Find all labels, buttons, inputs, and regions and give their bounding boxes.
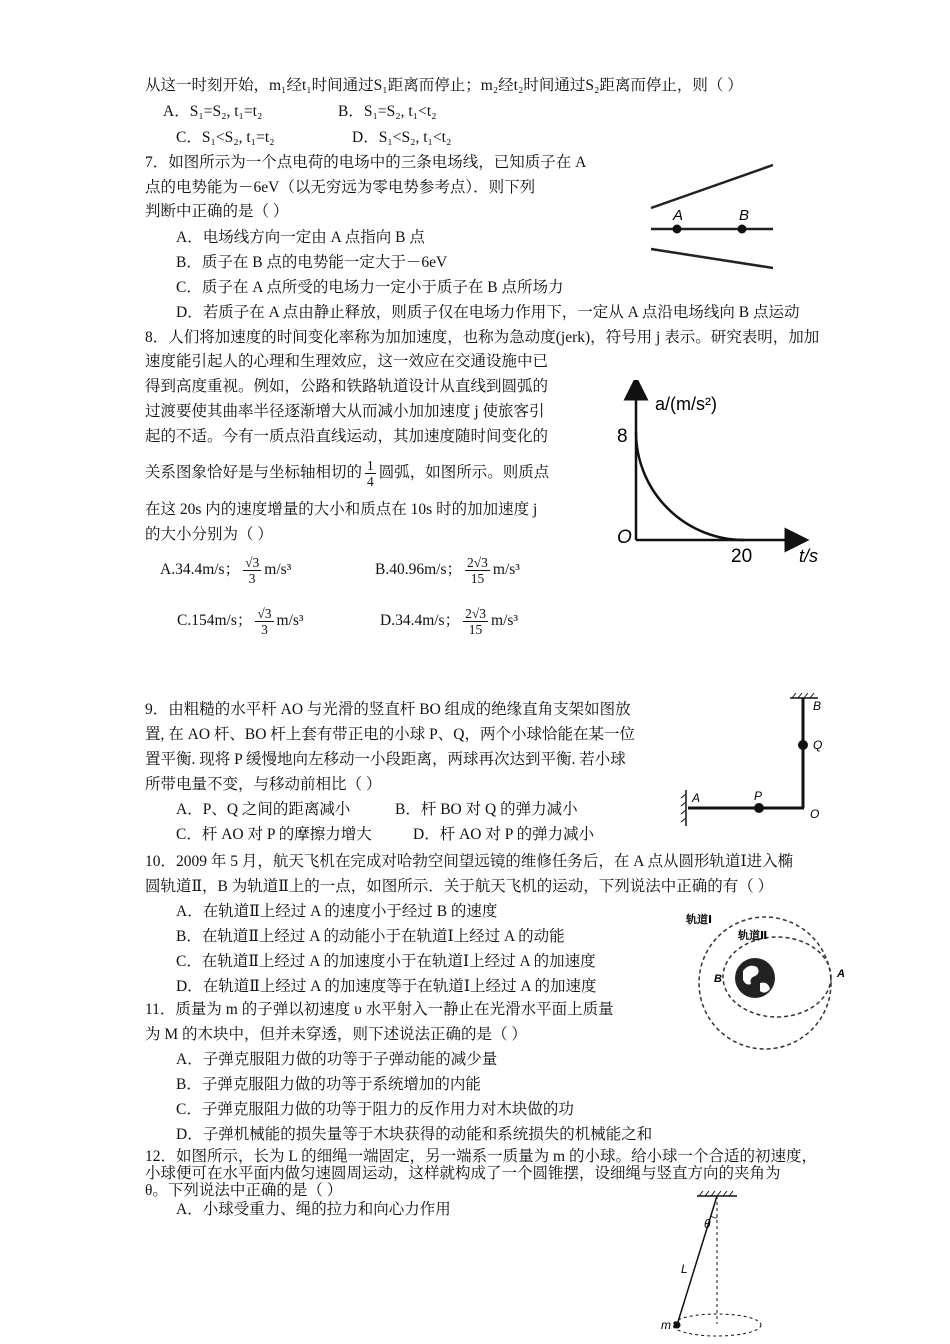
origin-label: O (617, 527, 632, 548)
q10-option-b: B．在轨道Ⅱ上经过 A 的动能小于在轨道Ⅰ上经过 A 的动能 (176, 928, 565, 945)
q8-c-numerator: √3 (257, 605, 272, 621)
ball-p (754, 803, 764, 813)
ball-m (674, 1322, 681, 1329)
q9-stem-line2: 置, 在 AO 杆、BO 杆上套有带正电的小球 P、Q，两个小球恰能在某一位 (145, 726, 635, 743)
q7-option-c: C．质子在 A 点所受的电场力一定小于质子在 B 点所场力 (176, 279, 564, 296)
q7-stem-line3: 判断中正确的是（ ） (145, 203, 289, 220)
conical-pendulum-figure (655, 1188, 785, 1344)
q10-option-a: A．在轨道Ⅱ上经过 A 的速度小于经过 B 的速度 (176, 903, 498, 920)
theta-label: θ (704, 1217, 711, 1231)
q8-stem-line8: 的大小分别为（ ） (145, 526, 273, 543)
q8-c-unit: m/s³ (276, 612, 304, 629)
angle-arc (711, 1216, 717, 1218)
q12-stem-line3: θ。下列说法中正确的是（ ） (145, 1182, 343, 1199)
q8-option-c (177, 603, 304, 639)
q10-option-d: D．在轨道Ⅱ上经过 A 的加速度等于在轨道Ⅰ上经过 A 的加速度 (176, 978, 597, 995)
q8-stem-line2: 速度能引起人的心理和生理效应，这一效应在交通设施中已 (145, 353, 549, 370)
q7-stem-line1: 7．如图所示为一个点电荷的电场中的三条电场线，已知质子在 A (145, 154, 587, 171)
q9-option-d: D．杆 AO 对 P 的弹力减小 (413, 826, 595, 843)
q8-b-value: B.40.96m/s； (375, 561, 462, 578)
acceleration-graph (605, 380, 835, 580)
q8-d-value: D.34.4m/s； (380, 612, 461, 629)
x-tick-20: 20 (731, 546, 753, 567)
point-b-label: B (714, 973, 722, 985)
field-line-bottom (651, 249, 773, 268)
q8-d-unit: m/s³ (491, 612, 519, 629)
q8-a-numerator: √3 (245, 554, 260, 570)
quarter-denominator: 4 (367, 473, 374, 489)
q9-option-b: B．杆 BO 对 Q 的弹力减小 (395, 801, 578, 818)
q11-option-d: D．子弹机械能的损失量等于木块获得的动能和系统损失的机械能之和 (176, 1126, 653, 1143)
earth-icon (735, 958, 775, 998)
q8-stem-line1: 8．人们将加速度的时间变化率称为加加速度，也称为急动度(jerk)，符号用 j 表示。研究表明，加加 (145, 329, 820, 346)
q8-line6-post: 圆弧，如图所示。则质点 (378, 464, 550, 481)
q8-line6-pre: 关系图象恰好是与坐标轴相切的 (145, 464, 363, 481)
mass-label: m (661, 1318, 671, 1332)
quarter-fraction (365, 458, 376, 489)
q11-option-b: B．子弹克服阻力做的功等于系统增加的内能 (176, 1076, 481, 1093)
q8-b-denominator: 15 (470, 570, 485, 586)
q7-stem-line2: 点的电势能为－6eV（以无穷远为零电势参考点）．则下列 (145, 179, 536, 196)
q8-d-fraction (463, 606, 488, 637)
q8-stem-line6 (145, 454, 549, 492)
q10-option-c: C．在轨道Ⅱ上经过 A 的加速度小于在轨道Ⅰ上经过 A 的加速度 (176, 953, 596, 970)
q9-stem-line4: 所带电量不变，与移动前相比（ ） (145, 776, 382, 793)
right-angle-frame-figure (680, 690, 830, 835)
label-q: Q (813, 738, 823, 752)
label-p: P (754, 789, 763, 803)
q9-option-c: C．杆 AO 对 P 的摩擦力增大 (176, 826, 372, 843)
x-axis-label: t/s (799, 546, 819, 566)
q8-d-denominator: 15 (468, 621, 483, 637)
point-b (738, 225, 747, 234)
field-line-top (651, 165, 773, 208)
q7-option-b: B．质子在 B 点的电势能一定大于－6eV (176, 254, 448, 271)
q12-stem-line1: 12．如图所示，长为 L 的细绳一端固定，另一端系一质量为 m 的小球。给小球一个合适的初速度， (145, 1148, 817, 1165)
q8-option-b (375, 552, 520, 588)
q6-stem: 从这一时刻开始，m₁经t₁时间通过S₁距离而停止；m₂经t₂时间通过S₂距离而停止，则（ ） (145, 77, 743, 94)
point-b-label: B (739, 207, 750, 224)
q12-stem-line2: 小球便可在水平面内做匀速圆周运动，这样就构成了一个圆锥摆，设细绳与竖直方向的夹角为 (145, 1165, 781, 1182)
q6-option-d: D．S₁<S₂, t₁<t₂ (352, 129, 452, 146)
orbit-1-label: 轨道Ⅰ (686, 914, 713, 926)
q11-option-a: A．子弹克服阻力做的功等于子弹动能的减少量 (176, 1051, 498, 1068)
q8-a-unit: m/s³ (264, 561, 292, 578)
q8-a-denominator: 3 (248, 570, 256, 586)
q9-stem-line3: 置平衡. 现将 P 缓慢地向左移动一小段距离，两球再次达到平衡. 若小球 (145, 751, 626, 768)
q8-option-d (380, 603, 518, 639)
q8-c-denominator: 3 (261, 621, 268, 637)
quarter-numerator: 1 (367, 457, 374, 473)
q8-option-a (160, 552, 291, 588)
q8-b-numerator: 2√3 (466, 554, 488, 570)
ball-q (798, 740, 808, 750)
q8-stem-line7: 在这 20s 内的速度增量的大小和质点在 10s 时的加加速度 j (145, 501, 538, 518)
label-a: A (692, 791, 701, 805)
orbit-figure (680, 905, 850, 1055)
y-axis-label: a/(m/s²) (655, 394, 717, 414)
q8-b-fraction (465, 555, 490, 586)
q6-option-a: A．S₁=S₂, t₁=t₂ (163, 103, 263, 120)
q12-option-a: A．小球受重力、绳的拉力和向心力作用 (176, 1201, 451, 1218)
orbit-2-label: 轨道Ⅱ (738, 930, 768, 942)
point-a-label: A (673, 207, 684, 224)
point-a (673, 225, 682, 234)
quarter-circle-curve (636, 432, 744, 540)
q11-stem-line2: 为 M 的木块中，但并未穿透，则下述说法正确的是（ ） (145, 1026, 527, 1043)
label-o: O (810, 807, 820, 821)
q8-a-value: A.34.4m/s； (160, 561, 241, 578)
q8-stem-line3: 得到高度重视。例如，公路和铁路轨道设计从直线到圆弧的 (145, 378, 549, 395)
q9-stem-line1: 9．由粗糙的水平杆 AO 与光滑的竖直杆 BO 组成的绝缘直角支架如图放 (145, 701, 631, 718)
q8-b-unit: m/s³ (492, 561, 520, 578)
q11-stem-line1: 11．质量为 m 的子弹以初速度 υ 水平射入一静止在光滑水平面上质量 (145, 1001, 614, 1018)
electric-field-figure (645, 160, 780, 275)
y-tick-8: 8 (617, 426, 628, 447)
q8-c-fraction (255, 606, 273, 637)
string (677, 1196, 717, 1325)
q8-stem-line4: 过渡要使其曲率半径逐渐增大从而减小加加速度 j 使旅客引 (145, 403, 545, 420)
q8-a-fraction (243, 555, 261, 586)
q6-option-b: B．S₁=S₂, t₁<t₂ (338, 103, 437, 120)
q7-option-a: A．电场线方向一定由 A 点指向 B 点 (176, 229, 425, 246)
q10-stem-line1: 10．2009 年 5 月，航天飞机在完成对哈勃空间望远镜的维修任务后，在 A 点从圆形轨道Ⅰ进入椭 (145, 853, 794, 870)
q10-stem-line2: 圆轨道Ⅱ，B 为轨道Ⅱ上的一点，如图所示．关于航天飞机的运动，下列说法中正确的有（ ） (145, 878, 774, 895)
q8-c-value: C.154m/s； (177, 612, 253, 629)
q9-option-a: A．P、Q 之间的距离减小 (176, 801, 351, 818)
point-a-label: A (837, 968, 845, 980)
q8-stem-line5: 起的不适。今有一质点沿直线运动，其加速度随时间变化的 (145, 428, 549, 445)
q11-option-c: C．子弹克服阻力做的功等于阻力的反作用力对木块做的功 (176, 1101, 574, 1118)
length-label: L (681, 1262, 688, 1276)
label-b: B (813, 699, 822, 713)
q7-option-d: D．若质子在 A 点由静止释放，则质子仅在电场力作用下，一定从 A 点沿电场线向 B 点运动 (176, 304, 800, 321)
q6-option-c: C．S₁<S₂, t₁=t₂ (176, 129, 275, 146)
q8-d-numerator: 2√3 (465, 605, 487, 621)
